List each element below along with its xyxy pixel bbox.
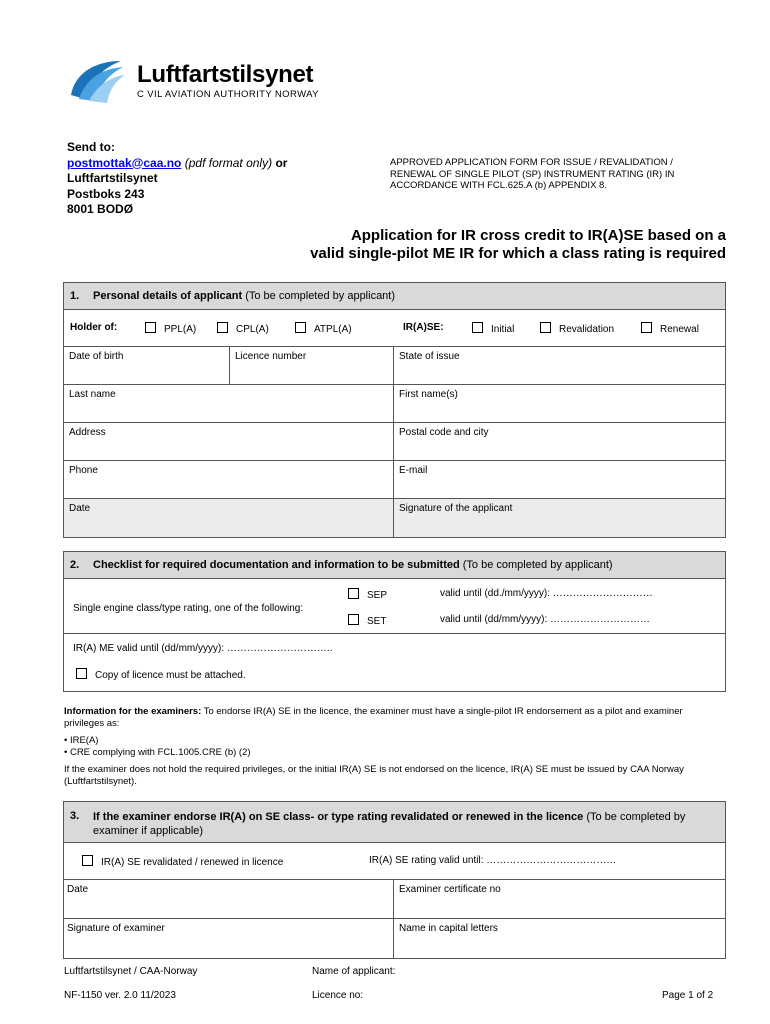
examiner-info-bold: Information for the examiners: xyxy=(64,706,202,717)
field-phone[interactable]: Phone xyxy=(64,461,394,499)
section-1-number: 1. xyxy=(70,290,80,302)
logo-name: Luftfartstilsynet xyxy=(137,61,314,88)
field-signature-applicant[interactable]: Signature of the applicant xyxy=(394,499,725,537)
section-3-number: 3. xyxy=(70,810,80,822)
section-1-note: (To be completed by applicant) xyxy=(245,290,396,302)
examiner-info xyxy=(64,706,714,787)
checkbox-revalidation[interactable]: Revalidation xyxy=(540,322,614,335)
footer-name-of-applicant: Name of applicant: xyxy=(312,966,396,977)
checkbox-set[interactable]: SET xyxy=(348,614,386,627)
logo-subtitle: C VIL AVIATION AUTHORITY NORWAY xyxy=(137,89,319,100)
field-address[interactable]: Address xyxy=(64,423,394,461)
checkbox-copy-licence[interactable]: Copy of licence must be attached. xyxy=(76,668,246,681)
field-examiner-signature[interactable]: Signature of examiner xyxy=(64,919,394,958)
checkbox-atpl[interactable]: ATPL(A) xyxy=(295,322,352,335)
caa-logo-icon xyxy=(65,55,133,105)
section-3 xyxy=(63,801,726,959)
email-note: (pdf format only) xyxy=(184,155,273,170)
section-1 xyxy=(63,282,726,538)
bullet-cre: • CRE complying with FCL.1005.CRE (b) (2) xyxy=(64,746,251,758)
footer-form-version: NF-1150 ver. 2.0 11/2023 xyxy=(64,990,176,1001)
checkbox-revalidated[interactable]: IR(A) SE revalidated / renewed in licence xyxy=(82,855,283,868)
footer-org: Luftfartstilsynet / CAA-Norway xyxy=(64,966,198,977)
section-2-note: (To be completed by applicant) xyxy=(462,559,613,571)
set-valid-until[interactable]: valid until (dd/mm/yyyy): ………………………… xyxy=(440,614,651,625)
approved-form-text: APPROVED APPLICATION FORM FOR ISSUE / REVALIDATION / RENEWAL OF SINGLE PILOT (SP) INSTRUMENT RATING (IR) IN ACCORDANCE WITH FCL.625.A (b) APPENDIX 8. xyxy=(390,157,675,191)
footer-licence-no: Licence no: xyxy=(312,990,364,1001)
field-email[interactable]: E-mail xyxy=(394,461,725,499)
section-1-header xyxy=(64,283,725,310)
checkbox-icon xyxy=(217,322,228,333)
section-2-number: 2. xyxy=(70,559,80,571)
title-line-2: valid single-pilot ME IR for which a class rating is required xyxy=(310,245,726,262)
single-engine-row xyxy=(64,579,725,634)
footer-page-number: Page 1 of 2 xyxy=(662,990,714,1001)
section-3-note: (To be completed by examiner if applicable) xyxy=(93,811,686,837)
irase-label: IR(A)SE: xyxy=(403,322,444,333)
field-first-names[interactable]: First name(s) xyxy=(394,385,725,423)
section-2-header xyxy=(64,552,725,579)
or-text: or xyxy=(275,155,288,170)
section-2-title: Checklist for required documentation and information to be submitted xyxy=(93,559,460,571)
page-title xyxy=(240,227,726,263)
field-examiner-date[interactable]: Date xyxy=(64,880,394,919)
section-3-title: If the examiner endorse IR(A) on SE class- or type rating revalidated or renewed in the licence xyxy=(93,811,584,823)
section-2 xyxy=(63,551,726,692)
section-3-header xyxy=(64,802,725,843)
checkbox-icon xyxy=(145,322,156,333)
checkbox-icon xyxy=(76,668,87,679)
section-1-title: Personal details of applicant xyxy=(93,290,243,302)
checkbox-icon xyxy=(82,855,93,866)
me-row xyxy=(64,634,725,691)
email-link[interactable]: postmottak@caa.no xyxy=(67,155,182,170)
field-last-name[interactable]: Last name xyxy=(64,385,394,423)
checkbox-icon xyxy=(472,322,483,333)
field-examiner-name[interactable]: Name in capital letters xyxy=(399,923,498,934)
field-licence-number[interactable]: Licence number xyxy=(230,347,394,385)
checkbox-renewal[interactable]: Renewal xyxy=(641,322,699,335)
checkbox-icon xyxy=(348,588,359,599)
checkbox-icon xyxy=(641,322,652,333)
field-date[interactable]: Date xyxy=(64,499,394,537)
holder-row xyxy=(64,310,725,347)
field-date-of-birth[interactable]: Date of birth xyxy=(64,347,230,385)
holder-label: Holder of: xyxy=(70,322,118,333)
field-examiner-certificate[interactable]: Examiner certificate no xyxy=(394,880,725,919)
me-valid-until[interactable]: IR(A) ME valid until (dd/mm/yyyy): ………………………….. xyxy=(73,643,333,654)
sep-valid-until[interactable]: valid until (dd./mm/yyyy): ………………………… xyxy=(440,588,653,599)
checkbox-icon xyxy=(295,322,306,333)
send-to-label: Send to: xyxy=(67,140,115,154)
rating-valid-until[interactable]: IR(A) SE rating valid until: ………………………………… xyxy=(369,855,617,866)
checkbox-cpl[interactable]: CPL(A) xyxy=(217,322,269,335)
checkbox-sep[interactable]: SEP xyxy=(348,588,387,601)
field-postal-code[interactable]: Postal code and city xyxy=(394,423,725,461)
checkbox-initial[interactable]: Initial xyxy=(472,322,514,335)
checkbox-icon xyxy=(540,322,551,333)
address-line: Postboks 243 xyxy=(67,186,145,201)
bullet-ire: • IRE(A) xyxy=(64,735,99,746)
title-line-1: Application for IR cross credit to IR(A)SE based on a xyxy=(350,227,726,244)
checkbox-ppl[interactable]: PPL(A) xyxy=(145,322,196,335)
revalidated-row xyxy=(64,843,725,880)
address-line: Luftfartstilsynet xyxy=(67,171,158,185)
field-state-of-issue[interactable]: State of issue xyxy=(394,347,725,385)
checkbox-icon xyxy=(348,614,359,625)
caa-logo xyxy=(65,55,325,105)
send-to-block xyxy=(67,140,287,218)
examiner-info-text: To endorse IR(A) SE in the licence, the examiner must have a single-pilot IR endorsement as a pilot and examiner privileges as: xyxy=(64,706,683,729)
address-line: 8001 BODØ xyxy=(67,202,134,216)
examiner-info-para2: If the examiner does not hold the required privileges, or the initial IR(A) SE is not endorsed on the licence, IR(A) SE must be issued by CAA Norway (Luftfartstilsynet). xyxy=(64,764,684,787)
single-engine-label: Single engine class/type rating, one of the following: xyxy=(73,603,304,614)
